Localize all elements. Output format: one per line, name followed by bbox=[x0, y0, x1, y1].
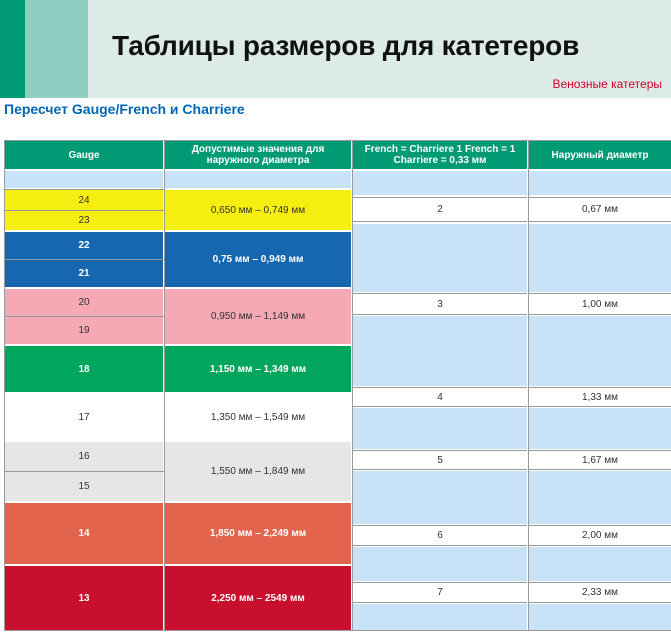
gauge-cell: 21 bbox=[5, 260, 163, 287]
diameter-value: 1,67 мм bbox=[529, 450, 671, 470]
diameter-spacer bbox=[529, 408, 671, 449]
grid-line bbox=[4, 316, 164, 317]
header-french: French = Charriere 1 French = 1 Charriere = 0,33 мм bbox=[353, 141, 527, 169]
french-value: 7 bbox=[353, 582, 527, 603]
french-value: 6 bbox=[353, 525, 527, 546]
gauge-cell: 24 bbox=[5, 190, 163, 210]
range-cell: 0,75 мм – 0,949 мм bbox=[165, 232, 351, 287]
grid-line bbox=[352, 140, 353, 631]
french-value: 5 bbox=[353, 450, 527, 470]
empty-range-cell bbox=[165, 171, 351, 188]
grid-line bbox=[528, 140, 529, 631]
grid-line bbox=[4, 259, 164, 260]
grid-line bbox=[4, 140, 671, 141]
grid-line bbox=[164, 140, 165, 631]
gauge-cell: 16 bbox=[5, 442, 163, 471]
header-diameter: Наружный диаметр bbox=[529, 141, 671, 169]
diameter-value: 2,33 мм bbox=[529, 582, 671, 603]
diameter-spacer bbox=[529, 224, 671, 292]
french-spacer bbox=[353, 316, 527, 386]
french-value: 3 bbox=[353, 293, 527, 315]
header-gauge: Gauge bbox=[5, 141, 163, 169]
gauge-cell: 23 bbox=[5, 211, 163, 230]
diameter-value: 0,67 мм bbox=[529, 197, 671, 222]
gauge-cell: 17 bbox=[5, 394, 163, 440]
range-cell: 1,150 мм – 1,349 мм bbox=[165, 346, 351, 392]
section-title: Пересчет Gauge/French и Charriere bbox=[4, 101, 245, 117]
range-cell: 1,550 мм – 1,849 мм bbox=[165, 442, 351, 501]
gauge-cell: 13 bbox=[5, 566, 163, 630]
gauge-cell: 18 bbox=[5, 346, 163, 392]
diameter-value: 1,33 мм bbox=[529, 387, 671, 407]
range-cell: 1,850 мм – 2,249 мм bbox=[165, 503, 351, 564]
diameter-spacer bbox=[529, 471, 671, 524]
french-spacer bbox=[353, 171, 527, 195]
page-title: Таблицы размеров для катетеров bbox=[112, 30, 580, 61]
empty-gauge-cell bbox=[5, 171, 163, 188]
diameter-spacer bbox=[529, 316, 671, 386]
french-spacer bbox=[353, 408, 527, 449]
gauge-cell: 22 bbox=[5, 232, 163, 259]
french-spacer bbox=[353, 604, 527, 630]
range-cell: 2,250 мм – 2549 мм bbox=[165, 566, 351, 630]
diameter-spacer bbox=[529, 171, 671, 195]
range-cell: 1,350 мм – 1,549 мм bbox=[165, 394, 351, 440]
grid-line bbox=[4, 630, 671, 631]
diameter-spacer bbox=[529, 604, 671, 630]
french-value: 4 bbox=[353, 387, 527, 407]
grid-line bbox=[4, 210, 164, 211]
range-cell: 0,950 мм – 1,149 мм bbox=[165, 289, 351, 344]
diameter-value: 2,00 мм bbox=[529, 525, 671, 546]
french-value: 2 bbox=[353, 197, 527, 222]
gauge-cell: 19 bbox=[5, 317, 163, 344]
diameter-value: 1,00 мм bbox=[529, 293, 671, 315]
diameter-spacer bbox=[529, 547, 671, 581]
grid-line bbox=[4, 471, 164, 472]
page-subtitle: Венозные катетеры bbox=[552, 77, 662, 91]
gauge-cell: 15 bbox=[5, 472, 163, 501]
header-range: Допустимые значения для наружного диаметра bbox=[165, 141, 351, 169]
range-cell: 0,650 мм – 0,749 мм bbox=[165, 190, 351, 230]
french-spacer bbox=[353, 547, 527, 581]
french-spacer bbox=[353, 224, 527, 292]
gauge-cell: 20 bbox=[5, 289, 163, 316]
grid-line bbox=[4, 140, 5, 631]
gauge-cell: 14 bbox=[5, 503, 163, 564]
grid-line bbox=[4, 189, 164, 190]
french-spacer bbox=[353, 471, 527, 524]
